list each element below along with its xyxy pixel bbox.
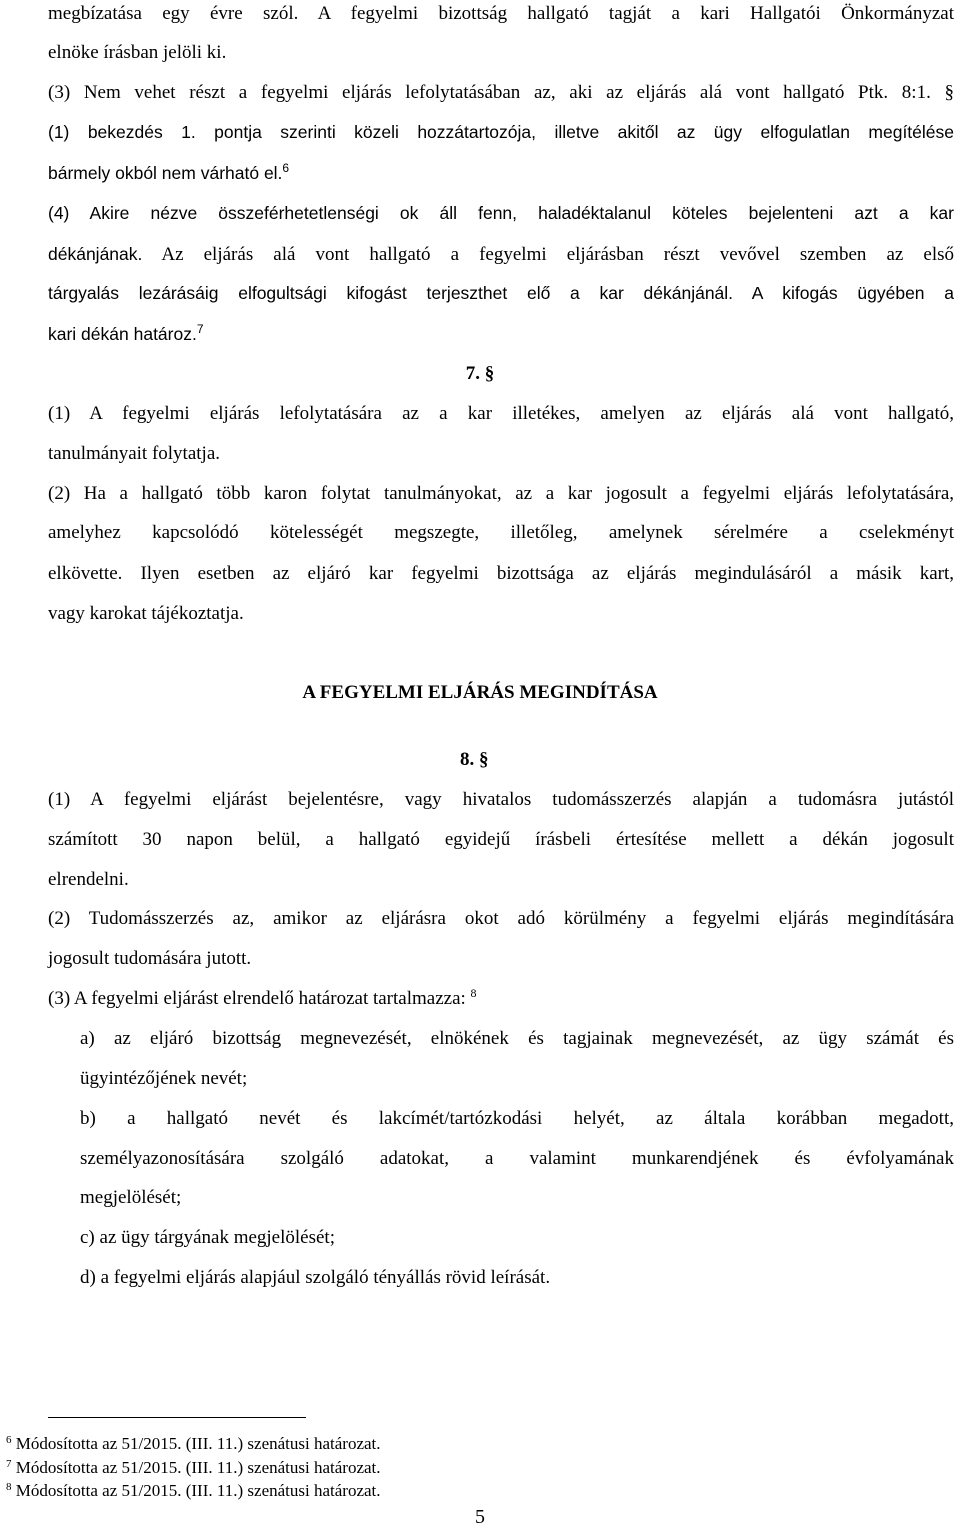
- text-line: megbízatása egy évre szól. A fegyelmi bizottság hallgató tagját a kari Hallgatói Önkormányzat: [48, 3, 954, 24]
- text-line: (3) Nem vehet részt a fegyelmi eljárás lefolytatásában az, aki az eljárás alá vont hallgató Ptk. 8:1. §: [48, 82, 954, 103]
- text-line: elkövette. Ilyen esetben az eljáró kar fegyelmi bizottsága az eljárás megindulásáról a másik kart,: [48, 563, 954, 584]
- text-line: jogosult tudomására jutott.: [48, 948, 252, 969]
- footnote-ref: 6: [282, 161, 290, 175]
- text-line: számított 30 napon belül, a hallgató egyidejű írásbeli értesítése mellett a dékán jogosult: [48, 829, 954, 850]
- text-line: (3) A fegyelmi eljárást elrendelő határozat tartalmazza:: [48, 988, 466, 1009]
- footnote: [6, 1458, 381, 1478]
- section-heading: A FEGYELMI ELJÁRÁS MEGINDÍTÁSA: [302, 682, 658, 703]
- footnote-number: 7: [6, 1458, 12, 1470]
- footnote-ref: 7: [196, 322, 204, 336]
- page-number: 5: [475, 1506, 485, 1528]
- text-line: (1) A fegyelmi eljárást bejelentésre, vagy hivatalos tudomásszerzés alapján a tudomásra jutástól: [48, 789, 954, 810]
- section-number: 8. §: [460, 749, 489, 770]
- footnote: [6, 1481, 381, 1501]
- list-item: d) a fegyelmi eljárás alapjául szolgáló tényállás rövid leírását.: [80, 1267, 551, 1288]
- text-line: bármely okból nem várható el.: [48, 163, 283, 183]
- text-line: tárgyalás lezárásáig elfogultsági kifogást terjeszthet elő a kar dékánjánál. A kifogás ügyében a: [48, 283, 954, 303]
- text-line: (2) Tudomásszerzés az, amikor az eljárásra okot adó körülmény a fegyelmi eljárás megindítására: [48, 908, 954, 929]
- footnote-number: 6: [6, 1434, 12, 1446]
- list-item: megjelölését;: [80, 1187, 182, 1208]
- text-line: (1) bekezdés 1. pontja szerinti közeli hozzátartozója, illetve akitől az ügy elfogulatlan megítélése: [48, 122, 954, 142]
- footnote: [6, 1434, 381, 1454]
- text-line: Az eljárás alá vont hallgató a fegyelmi eljárásban részt vevővel szemben az első: [142, 244, 954, 265]
- footnote-text: Módosította az 51/2015. (III. 11.) szenátusi határozat.: [15, 1458, 381, 1477]
- text-line: (4) Akire nézve összeférhetetlenségi ok áll fenn, haladéktalanul köteles bejelenteni azt a kar: [48, 203, 954, 223]
- footnote-separator: [48, 1417, 306, 1418]
- footnote-text: Módosította az 51/2015. (III. 11.) szenátusi határozat.: [15, 1481, 381, 1500]
- footnote-ref: 8: [470, 986, 477, 1000]
- list-item: személyazonosítására szolgáló adatokat, a valamint munkarendjének és évfolyamának: [80, 1148, 954, 1169]
- text-line: vagy karokat tájékoztatja.: [48, 603, 244, 624]
- footnote-text: Módosította az 51/2015. (III. 11.) szenátusi határozat.: [15, 1434, 381, 1453]
- text-line: [48, 987, 954, 1011]
- text-line: amelyhez kapcsolódó kötelességét megszegte, illetőleg, amelynek sérelmére a cselekményt: [48, 522, 954, 543]
- text-line: [48, 242, 954, 266]
- list-item: b) a hallgató nevét és lakcímét/tartózkodási helyét, az általa korábban megadott,: [80, 1108, 954, 1129]
- text-line: (2) Ha a hallgató több karon folytat tanulmányokat, az a kar jogosult a fegyelmi eljárás lefolytatására,: [48, 483, 954, 504]
- list-item: ügyintézőjének nevét;: [80, 1068, 248, 1089]
- text-line: dékánjának.: [48, 244, 143, 264]
- list-item: a) az eljáró bizottság megnevezését, elnökének és tagjainak megnevezését, az ügy számát és: [80, 1028, 954, 1049]
- text-line: [48, 161, 954, 185]
- text-line: tanulmányait folytatja.: [48, 443, 221, 464]
- text-line: elnöke írásban jelöli ki.: [48, 42, 227, 63]
- text-line: kari dékán határoz.: [48, 324, 197, 344]
- section-number: 7. §: [465, 363, 495, 384]
- text-line: (1) A fegyelmi eljárás lefolytatására az a kar illetékes, amelyen az eljárás alá vont hallgató,: [48, 403, 954, 424]
- text-line: elrendelni.: [48, 869, 129, 890]
- footnote-number: 8: [6, 1481, 12, 1493]
- list-item: c) az ügy tárgyának megjelölését;: [80, 1227, 335, 1248]
- text-line: [48, 322, 954, 346]
